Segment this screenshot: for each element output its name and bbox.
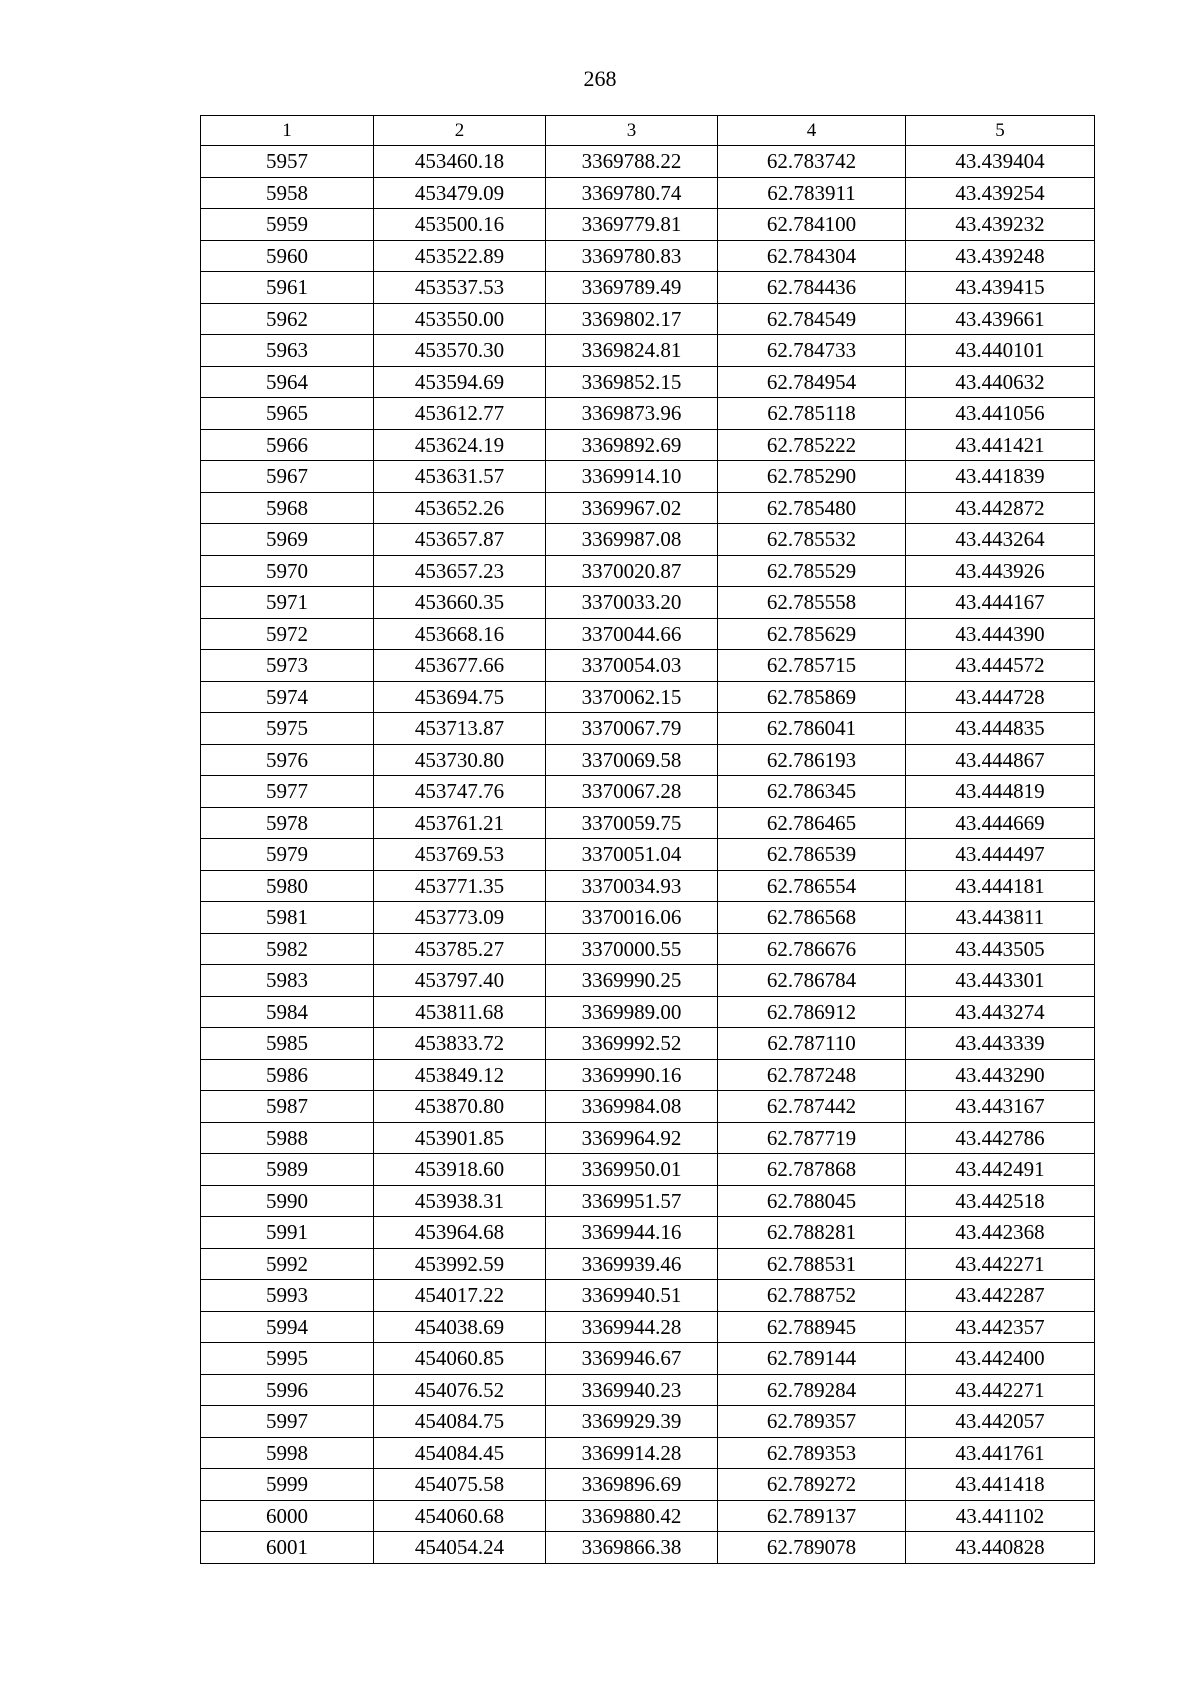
table-cell-col-2: 453785.27	[374, 933, 546, 965]
table-row	[201, 902, 1095, 934]
table-row	[201, 1091, 1095, 1123]
table-cell-col-1: 5999	[201, 1469, 374, 1501]
table-row	[201, 996, 1095, 1028]
table-cell-col-1: 5993	[201, 1280, 374, 1312]
table-row	[201, 303, 1095, 335]
table-cell-col-1: 5958	[201, 177, 374, 209]
table-cell-col-2: 453652.26	[374, 492, 546, 524]
table-cell-col-2: 453730.80	[374, 744, 546, 776]
table-cell-col-4: 62.784954	[718, 366, 906, 398]
table-cell-col-2: 453570.30	[374, 335, 546, 367]
table-cell-col-5: 43.443339	[906, 1028, 1095, 1060]
table-cell-col-1: 5957	[201, 146, 374, 178]
table-cell-col-3: 3370069.58	[546, 744, 718, 776]
table-cell-col-2: 453761.21	[374, 807, 546, 839]
table-cell-col-2: 453657.23	[374, 555, 546, 587]
table-row	[201, 398, 1095, 430]
table-cell-col-3: 3369873.96	[546, 398, 718, 430]
table-cell-col-4: 62.789078	[718, 1532, 906, 1564]
table-cell-col-3: 3369880.42	[546, 1500, 718, 1532]
table-cell-col-1: 5976	[201, 744, 374, 776]
column-header-1: 1	[201, 116, 374, 146]
table-cell-col-5: 43.442287	[906, 1280, 1095, 1312]
table-cell-col-4: 62.785558	[718, 587, 906, 619]
table-row	[201, 839, 1095, 871]
table-row	[201, 1059, 1095, 1091]
table-cell-col-5: 43.441102	[906, 1500, 1095, 1532]
table-cell-col-4: 62.783911	[718, 177, 906, 209]
table-cell-col-3: 3369892.69	[546, 429, 718, 461]
table-cell-col-2: 454060.68	[374, 1500, 546, 1532]
table-cell-col-5: 43.443167	[906, 1091, 1095, 1123]
table-cell-col-4: 62.785715	[718, 650, 906, 682]
table-cell-col-3: 3369946.67	[546, 1343, 718, 1375]
table-cell-col-5: 43.444819	[906, 776, 1095, 808]
table-row	[201, 492, 1095, 524]
table-row	[201, 650, 1095, 682]
table-cell-col-3: 3369852.15	[546, 366, 718, 398]
table-cell-col-1: 5988	[201, 1122, 374, 1154]
table-row	[201, 1469, 1095, 1501]
table-cell-col-2: 453694.75	[374, 681, 546, 713]
table-cell-col-5: 43.440101	[906, 335, 1095, 367]
column-header-3: 3	[546, 116, 718, 146]
table-cell-col-1: 5974	[201, 681, 374, 713]
table-cell-col-5: 43.443505	[906, 933, 1095, 965]
table-row	[201, 1437, 1095, 1469]
table-cell-col-4: 62.789353	[718, 1437, 906, 1469]
table-cell-col-1: 5984	[201, 996, 374, 1028]
table-row	[201, 240, 1095, 272]
table-cell-col-2: 453624.19	[374, 429, 546, 461]
table-row	[201, 807, 1095, 839]
table-cell-col-4: 62.788045	[718, 1185, 906, 1217]
table-cell-col-4: 62.787248	[718, 1059, 906, 1091]
table-row	[201, 272, 1095, 304]
table-cell-col-2: 454060.85	[374, 1343, 546, 1375]
table-cell-col-4: 62.785629	[718, 618, 906, 650]
table-cell-col-2: 453550.00	[374, 303, 546, 335]
table-cell-col-4: 62.785532	[718, 524, 906, 556]
table-cell-col-5: 43.442518	[906, 1185, 1095, 1217]
table-cell-col-4: 62.785222	[718, 429, 906, 461]
table-cell-col-4: 62.787868	[718, 1154, 906, 1186]
table-cell-col-5: 43.439254	[906, 177, 1095, 209]
table-cell-col-4: 62.785118	[718, 398, 906, 430]
column-header-2: 2	[374, 116, 546, 146]
table-row	[201, 1500, 1095, 1532]
table-cell-col-4: 62.789284	[718, 1374, 906, 1406]
table-cell-col-3: 3369939.46	[546, 1248, 718, 1280]
table-row	[201, 965, 1095, 997]
table-cell-col-4: 62.784100	[718, 209, 906, 241]
table-cell-col-4: 62.784549	[718, 303, 906, 335]
table-cell-col-5: 43.439232	[906, 209, 1095, 241]
table-cell-col-1: 5963	[201, 335, 374, 367]
table-cell-col-5: 43.441839	[906, 461, 1095, 493]
table-cell-col-5: 43.439415	[906, 272, 1095, 304]
table-cell-col-3: 3369940.23	[546, 1374, 718, 1406]
table-cell-col-3: 3370020.87	[546, 555, 718, 587]
table-cell-col-1: 5990	[201, 1185, 374, 1217]
table-cell-col-1: 5981	[201, 902, 374, 934]
table-cell-col-4: 62.787110	[718, 1028, 906, 1060]
table-row	[201, 335, 1095, 367]
table-cell-col-5: 43.442786	[906, 1122, 1095, 1154]
table-row	[201, 1217, 1095, 1249]
table-cell-col-1: 5986	[201, 1059, 374, 1091]
table-row	[201, 429, 1095, 461]
table-cell-col-2: 453657.87	[374, 524, 546, 556]
table-cell-col-2: 453522.89	[374, 240, 546, 272]
table-cell-col-3: 3370033.20	[546, 587, 718, 619]
table-cell-col-2: 454084.75	[374, 1406, 546, 1438]
table-cell-col-5: 43.442271	[906, 1248, 1095, 1280]
table-row	[201, 1248, 1095, 1280]
table-cell-col-1: 5960	[201, 240, 374, 272]
table-row	[201, 776, 1095, 808]
table-cell-col-3: 3369951.57	[546, 1185, 718, 1217]
table-cell-col-4: 62.786568	[718, 902, 906, 934]
table-cell-col-3: 3370062.15	[546, 681, 718, 713]
table-cell-col-3: 3369788.22	[546, 146, 718, 178]
table-cell-col-5: 43.439248	[906, 240, 1095, 272]
table-cell-col-3: 3369992.52	[546, 1028, 718, 1060]
table-cell-col-4: 62.787442	[718, 1091, 906, 1123]
table-cell-col-2: 453769.53	[374, 839, 546, 871]
table-cell-col-5: 43.444167	[906, 587, 1095, 619]
table-cell-col-4: 62.787719	[718, 1122, 906, 1154]
table-cell-col-5: 43.442368	[906, 1217, 1095, 1249]
table-cell-col-4: 62.785869	[718, 681, 906, 713]
table-cell-col-1: 5997	[201, 1406, 374, 1438]
table-cell-col-5: 43.444669	[906, 807, 1095, 839]
table-cell-col-2: 453500.16	[374, 209, 546, 241]
table-body	[201, 146, 1095, 1564]
table-cell-col-3: 3369824.81	[546, 335, 718, 367]
table-cell-col-5: 43.444728	[906, 681, 1095, 713]
table-cell-col-3: 3369929.39	[546, 1406, 718, 1438]
table-cell-col-5: 43.440828	[906, 1532, 1095, 1564]
page-number: 268	[583, 66, 617, 91]
table-cell-col-2: 453660.35	[374, 587, 546, 619]
table-row	[201, 209, 1095, 241]
table-cell-col-5: 43.440632	[906, 366, 1095, 398]
table-cell-col-5: 43.444390	[906, 618, 1095, 650]
table-cell-col-5: 43.443301	[906, 965, 1095, 997]
table-cell-col-2: 453460.18	[374, 146, 546, 178]
table-cell-col-3: 3369780.83	[546, 240, 718, 272]
table-cell-col-2: 453594.69	[374, 366, 546, 398]
table-cell-col-2: 453901.85	[374, 1122, 546, 1154]
table-cell-col-1: 5979	[201, 839, 374, 871]
table-cell-col-1: 5996	[201, 1374, 374, 1406]
table-cell-col-4: 62.786539	[718, 839, 906, 871]
table-cell-col-4: 62.783742	[718, 146, 906, 178]
table-cell-col-5: 43.442872	[906, 492, 1095, 524]
table-row	[201, 744, 1095, 776]
table-cell-col-1: 5970	[201, 555, 374, 587]
table-cell-col-2: 453811.68	[374, 996, 546, 1028]
table-row	[201, 1185, 1095, 1217]
table-cell-col-4: 62.786041	[718, 713, 906, 745]
table-cell-col-3: 3369779.81	[546, 209, 718, 241]
table-cell-col-3: 3369896.69	[546, 1469, 718, 1501]
table-cell-col-1: 5985	[201, 1028, 374, 1060]
table-cell-col-1: 5998	[201, 1437, 374, 1469]
table-cell-col-3: 3370034.93	[546, 870, 718, 902]
table-cell-col-1: 5971	[201, 587, 374, 619]
table-cell-col-3: 3369950.01	[546, 1154, 718, 1186]
table-cell-col-3: 3369789.49	[546, 272, 718, 304]
table-cell-col-1: 6001	[201, 1532, 374, 1564]
table-cell-col-3: 3369944.16	[546, 1217, 718, 1249]
column-header-4: 4	[718, 116, 906, 146]
table-cell-col-4: 62.788752	[718, 1280, 906, 1312]
table-cell-col-2: 453631.57	[374, 461, 546, 493]
table-cell-col-5: 43.443811	[906, 902, 1095, 934]
table-cell-col-5: 43.443926	[906, 555, 1095, 587]
table-row	[201, 461, 1095, 493]
table-cell-col-3: 3370044.66	[546, 618, 718, 650]
table-cell-col-2: 453612.77	[374, 398, 546, 430]
table-cell-col-1: 5994	[201, 1311, 374, 1343]
table-cell-col-2: 453677.66	[374, 650, 546, 682]
table-row	[201, 1532, 1095, 1564]
table-cell-col-5: 43.439661	[906, 303, 1095, 335]
table-cell-col-1: 5995	[201, 1343, 374, 1375]
table-cell-col-5: 43.443274	[906, 996, 1095, 1028]
table-cell-col-2: 453870.80	[374, 1091, 546, 1123]
table-cell-col-4: 62.786465	[718, 807, 906, 839]
table-cell-col-2: 453771.35	[374, 870, 546, 902]
table-cell-col-4: 62.784733	[718, 335, 906, 367]
table-cell-col-4: 62.786676	[718, 933, 906, 965]
table-cell-col-4: 62.786554	[718, 870, 906, 902]
table-cell-col-1: 5989	[201, 1154, 374, 1186]
table-cell-col-3: 3369780.74	[546, 177, 718, 209]
table-cell-col-4: 62.785480	[718, 492, 906, 524]
table-cell-col-2: 453964.68	[374, 1217, 546, 1249]
table-cell-col-1: 5968	[201, 492, 374, 524]
table-cell-col-1: 5983	[201, 965, 374, 997]
table-cell-col-2: 453773.09	[374, 902, 546, 934]
table-cell-col-4: 62.789357	[718, 1406, 906, 1438]
table-cell-col-2: 454076.52	[374, 1374, 546, 1406]
table-cell-col-4: 62.786784	[718, 965, 906, 997]
table-cell-col-4: 62.785290	[718, 461, 906, 493]
table-cell-col-5: 43.444867	[906, 744, 1095, 776]
table-cell-col-2: 453992.59	[374, 1248, 546, 1280]
table-cell-col-1: 5967	[201, 461, 374, 493]
table-cell-col-3: 3369990.16	[546, 1059, 718, 1091]
table-cell-col-5: 43.444497	[906, 839, 1095, 871]
table-cell-col-5: 43.442357	[906, 1311, 1095, 1343]
table-cell-col-4: 62.786193	[718, 744, 906, 776]
table-cell-col-2: 453849.12	[374, 1059, 546, 1091]
table-cell-col-2: 453918.60	[374, 1154, 546, 1186]
table-row	[201, 713, 1095, 745]
table-cell-col-3: 3369914.28	[546, 1437, 718, 1469]
table-cell-col-3: 3369984.08	[546, 1091, 718, 1123]
table-cell-col-3: 3369940.51	[546, 1280, 718, 1312]
table-cell-col-2: 453833.72	[374, 1028, 546, 1060]
table-cell-col-5: 43.441418	[906, 1469, 1095, 1501]
table-cell-col-2: 453747.76	[374, 776, 546, 808]
table-cell-col-5: 43.441761	[906, 1437, 1095, 1469]
table-cell-col-5: 43.439404	[906, 146, 1095, 178]
table-cell-col-1: 5977	[201, 776, 374, 808]
table-cell-col-1: 5982	[201, 933, 374, 965]
table-cell-col-4: 62.784436	[718, 272, 906, 304]
table-cell-col-1: 5961	[201, 272, 374, 304]
table-cell-col-4: 62.784304	[718, 240, 906, 272]
table-cell-col-5: 43.443264	[906, 524, 1095, 556]
table-row	[201, 1343, 1095, 1375]
table-cell-col-3: 3370016.06	[546, 902, 718, 934]
table-cell-col-3: 3369866.38	[546, 1532, 718, 1564]
table-cell-col-1: 5962	[201, 303, 374, 335]
table-cell-col-2: 454084.45	[374, 1437, 546, 1469]
table-cell-col-2: 453479.09	[374, 177, 546, 209]
table-cell-col-3: 3369914.10	[546, 461, 718, 493]
table-row	[201, 933, 1095, 965]
table-cell-col-4: 62.788945	[718, 1311, 906, 1343]
table-cell-col-3: 3369944.28	[546, 1311, 718, 1343]
table-cell-col-1: 5978	[201, 807, 374, 839]
table-row	[201, 146, 1095, 178]
table-cell-col-1: 5975	[201, 713, 374, 745]
coordinates-table	[200, 115, 1095, 1564]
table-cell-col-2: 453797.40	[374, 965, 546, 997]
column-header-5: 5	[906, 116, 1095, 146]
table-row	[201, 1311, 1095, 1343]
table-cell-col-4: 62.788281	[718, 1217, 906, 1249]
table-cell-col-1: 5980	[201, 870, 374, 902]
table-cell-col-2: 453713.87	[374, 713, 546, 745]
table-cell-col-3: 3370067.79	[546, 713, 718, 745]
table-row	[201, 681, 1095, 713]
table-cell-col-3: 3370000.55	[546, 933, 718, 965]
table-cell-col-4: 62.786345	[718, 776, 906, 808]
table-cell-col-1: 5969	[201, 524, 374, 556]
table-cell-col-1: 5964	[201, 366, 374, 398]
table-cell-col-2: 453668.16	[374, 618, 546, 650]
table-cell-col-1: 5987	[201, 1091, 374, 1123]
table-cell-col-3: 3370051.04	[546, 839, 718, 871]
table-cell-col-3: 3369989.00	[546, 996, 718, 1028]
table-row	[201, 177, 1095, 209]
table-cell-col-3: 3369967.02	[546, 492, 718, 524]
table-row	[201, 1406, 1095, 1438]
table-row	[201, 587, 1095, 619]
table-row	[201, 618, 1095, 650]
table-cell-col-2: 454054.24	[374, 1532, 546, 1564]
table-cell-col-2: 453537.53	[374, 272, 546, 304]
table-cell-col-4: 62.789137	[718, 1500, 906, 1532]
table-cell-col-5: 43.443290	[906, 1059, 1095, 1091]
table-cell-col-5: 43.441421	[906, 429, 1095, 461]
table-cell-col-1: 6000	[201, 1500, 374, 1532]
table-cell-col-2: 454038.69	[374, 1311, 546, 1343]
table-cell-col-2: 454075.58	[374, 1469, 546, 1501]
table-cell-col-5: 43.442057	[906, 1406, 1095, 1438]
table-row	[201, 1028, 1095, 1060]
table-cell-col-3: 3370059.75	[546, 807, 718, 839]
table-cell-col-4: 62.785529	[718, 555, 906, 587]
table-cell-col-5: 43.441056	[906, 398, 1095, 430]
table-cell-col-1: 5992	[201, 1248, 374, 1280]
table-cell-col-1: 5972	[201, 618, 374, 650]
table-cell-col-3: 3370054.03	[546, 650, 718, 682]
table-row	[201, 524, 1095, 556]
table-cell-col-4: 62.789144	[718, 1343, 906, 1375]
table-cell-col-4: 62.786912	[718, 996, 906, 1028]
table-cell-col-4: 62.788531	[718, 1248, 906, 1280]
table-cell-col-5: 43.444835	[906, 713, 1095, 745]
table-cell-col-3: 3370067.28	[546, 776, 718, 808]
table-cell-col-3: 3369802.17	[546, 303, 718, 335]
table-cell-col-5: 43.442491	[906, 1154, 1095, 1186]
table-cell-col-3: 3369964.92	[546, 1122, 718, 1154]
table-row	[201, 1280, 1095, 1312]
table-row	[201, 366, 1095, 398]
table-row	[201, 555, 1095, 587]
table-row	[201, 1122, 1095, 1154]
table-cell-col-1: 5973	[201, 650, 374, 682]
table-cell-col-5: 43.442271	[906, 1374, 1095, 1406]
table-cell-col-1: 5959	[201, 209, 374, 241]
table-cell-col-1: 5966	[201, 429, 374, 461]
table-cell-col-3: 3369990.25	[546, 965, 718, 997]
table-cell-col-5: 43.442400	[906, 1343, 1095, 1375]
table-row	[201, 1374, 1095, 1406]
table-cell-col-3: 3369987.08	[546, 524, 718, 556]
table-cell-col-1: 5991	[201, 1217, 374, 1249]
table-row	[201, 1154, 1095, 1186]
table-cell-col-1: 5965	[201, 398, 374, 430]
table-cell-col-5: 43.444181	[906, 870, 1095, 902]
table-cell-col-2: 454017.22	[374, 1280, 546, 1312]
table-row	[201, 870, 1095, 902]
table-cell-col-5: 43.444572	[906, 650, 1095, 682]
table-cell-col-2: 453938.31	[374, 1185, 546, 1217]
table-cell-col-4: 62.789272	[718, 1469, 906, 1501]
table-header-row	[201, 116, 1095, 146]
